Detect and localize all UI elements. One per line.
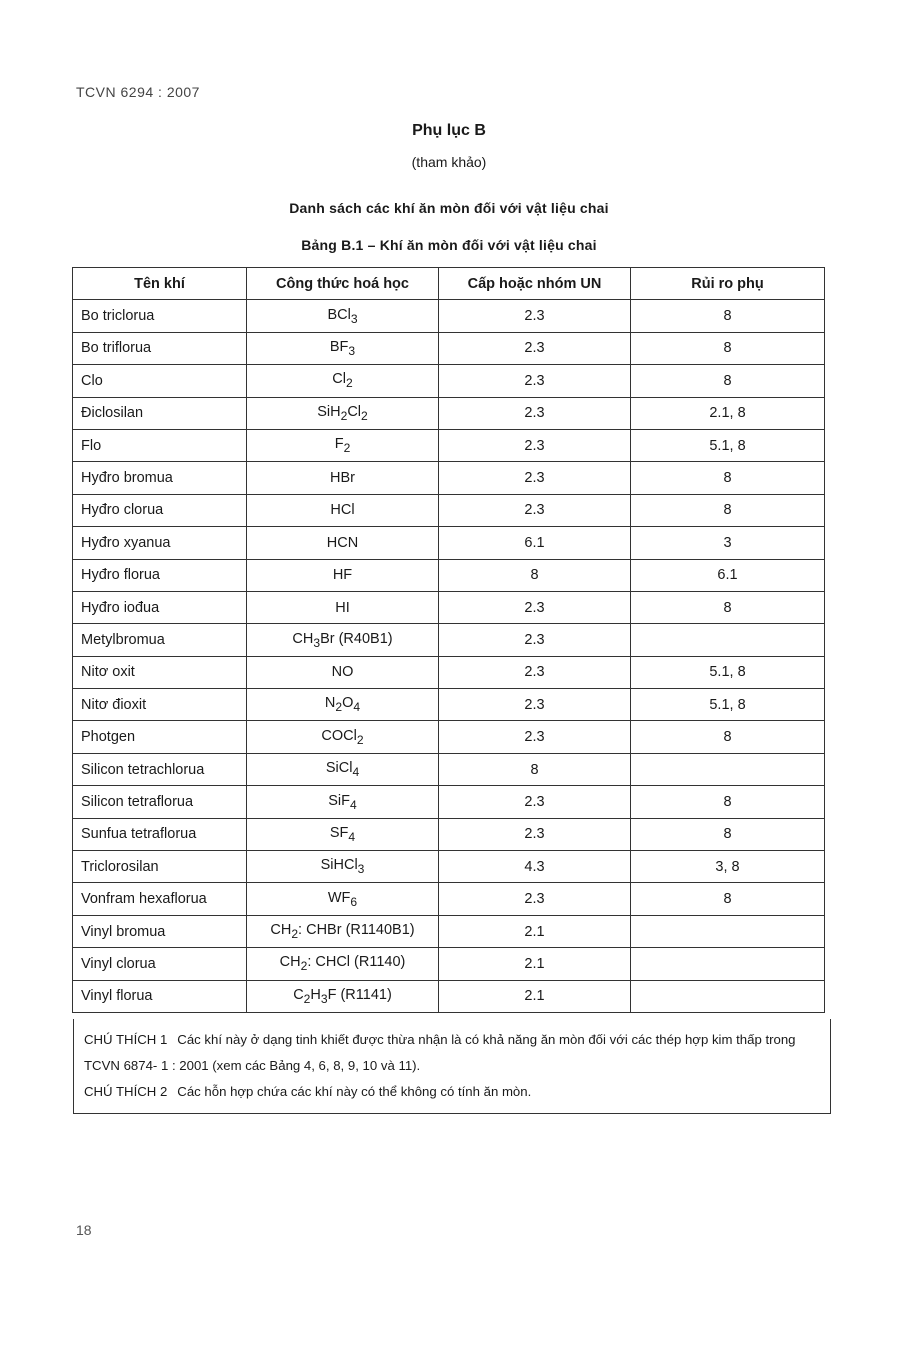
subsidiary-risk-cell: 8 — [631, 721, 825, 753]
table-row — [73, 656, 825, 688]
note-1-label: CHÚ THÍCH 1 — [84, 1032, 168, 1047]
formula-cell: SiHCl$_3$ — [247, 851, 439, 883]
table-header-row — [73, 268, 825, 300]
gas-name-cell: Nitơ oxit — [73, 656, 247, 688]
gas-name-cell: Hyđro bromua — [73, 462, 247, 494]
subsidiary-risk-cell — [631, 980, 825, 1012]
column-header-gas-name: Tên khí — [73, 268, 247, 300]
note-1-text: Các khí này ở dạng tinh khiết được thừa nhận là có khả năng ăn mòn đối với các thép hợp kim thấp trong TCVN 6874- 1 : 2001 (xem các Bảng 4, 6, 8, 9, 10 và 11). — [84, 1032, 796, 1073]
un-class-cell: 6.1 — [439, 527, 631, 559]
un-class-cell: 8 — [439, 559, 631, 591]
table-row — [73, 883, 825, 915]
un-class-cell: 2.3 — [439, 786, 631, 818]
formula-cell: HI — [247, 591, 439, 623]
page-number: 18 — [76, 1222, 92, 1238]
note-1 — [84, 1027, 822, 1079]
table-row — [73, 851, 825, 883]
table-row — [73, 365, 825, 397]
subsidiary-risk-cell — [631, 624, 825, 656]
un-class-cell: 2.1 — [439, 915, 631, 947]
table-row — [73, 462, 825, 494]
table-row — [73, 332, 825, 364]
un-class-cell: 2.1 — [439, 948, 631, 980]
note-2-text: Các hỗn hợp chứa các khí này có thể không có tính ăn mòn. — [177, 1084, 532, 1099]
subsidiary-risk-cell: 8 — [631, 332, 825, 364]
formula-cell: $WF_6$ — [247, 883, 439, 915]
subsidiary-risk-cell: 8 — [631, 786, 825, 818]
formula-cell: $N_2O_4$ — [247, 689, 439, 721]
column-header-formula: Công thức hoá học — [247, 268, 439, 300]
notes-box — [73, 1019, 831, 1114]
table-caption: Bảng B.1 – Khí ăn mòn đối với vật liệu chai — [301, 237, 597, 253]
table-row — [73, 786, 825, 818]
formula-cell: $C_2H_3F$ (R1141) — [247, 980, 439, 1012]
subsidiary-risk-cell: 5.1, 8 — [631, 429, 825, 461]
subsidiary-risk-cell: 8 — [631, 462, 825, 494]
un-class-cell: 2.3 — [439, 397, 631, 429]
table-row — [73, 980, 825, 1012]
gas-name-cell: Bo triclorua — [73, 300, 247, 332]
table-row — [73, 753, 825, 785]
table-row — [73, 527, 825, 559]
formula-cell: SiCl$_4$ — [247, 753, 439, 785]
document-code: TCVN 6294 : 2007 — [76, 84, 200, 100]
un-class-cell: 2.3 — [439, 494, 631, 526]
formula-cell: HCN — [247, 527, 439, 559]
table-row — [73, 494, 825, 526]
gas-name-cell: Vinyl clorua — [73, 948, 247, 980]
table-row — [73, 818, 825, 850]
gas-name-cell: Photgen — [73, 721, 247, 753]
formula-cell: COCl$_2$ — [247, 721, 439, 753]
formula-cell: HF — [247, 559, 439, 591]
un-class-cell: 2.3 — [439, 689, 631, 721]
gas-name-cell: Triclorosilan — [73, 851, 247, 883]
subsidiary-risk-cell: 5.1, 8 — [631, 656, 825, 688]
column-header-un-class: Cấp hoặc nhóm UN — [439, 268, 631, 300]
table-row — [73, 300, 825, 332]
gas-name-cell: Hyđro iođua — [73, 591, 247, 623]
gas-name-cell: Metylbromua — [73, 624, 247, 656]
appendix-title: Phụ lục B — [412, 122, 486, 139]
column-header-subsidiary-risk: Rủi ro phụ — [631, 268, 825, 300]
subsidiary-risk-cell: 3 — [631, 527, 825, 559]
table-row — [73, 915, 825, 947]
un-class-cell: 2.3 — [439, 429, 631, 461]
table-row — [73, 721, 825, 753]
subsidiary-risk-cell: 8 — [631, 300, 825, 332]
gas-name-cell: Vinyl bromua — [73, 915, 247, 947]
un-class-cell: 2.3 — [439, 721, 631, 753]
formula-cell: BCl$_3$ — [247, 300, 439, 332]
un-class-cell: 2.3 — [439, 462, 631, 494]
subsidiary-risk-cell: 3, 8 — [631, 851, 825, 883]
gas-name-cell: Điclosilan — [73, 397, 247, 429]
table-row — [73, 397, 825, 429]
gas-name-cell: Silicon tetraflorua — [73, 786, 247, 818]
un-class-cell: 2.3 — [439, 300, 631, 332]
formula-cell: SiF$_4$ — [247, 786, 439, 818]
gas-name-cell: Vonfram hexaflorua — [73, 883, 247, 915]
formula-cell: NO — [247, 656, 439, 688]
subsidiary-risk-cell: 8 — [631, 591, 825, 623]
gas-name-cell: Sunfua tetraflorua — [73, 818, 247, 850]
un-class-cell: 2.3 — [439, 883, 631, 915]
subsidiary-risk-cell: 8 — [631, 818, 825, 850]
formula-cell: HCl — [247, 494, 439, 526]
un-class-cell: 2.3 — [439, 624, 631, 656]
note-2-label: CHÚ THÍCH 2 — [84, 1084, 168, 1099]
gas-name-cell: Hyđro clorua — [73, 494, 247, 526]
subsidiary-risk-cell — [631, 915, 825, 947]
formula-cell: $CH_2$: CHCl (R1140) — [247, 948, 439, 980]
list-caption: Danh sách các khí ăn mòn đối với vật liệu chai — [289, 200, 609, 216]
subsidiary-risk-cell: 8 — [631, 883, 825, 915]
table-row — [73, 689, 825, 721]
un-class-cell: 2.3 — [439, 365, 631, 397]
gas-name-cell: Clo — [73, 365, 247, 397]
gas-name-cell: Nitơ đioxit — [73, 689, 247, 721]
table-row — [73, 624, 825, 656]
subsidiary-risk-cell: 8 — [631, 365, 825, 397]
un-class-cell: 2.3 — [439, 656, 631, 688]
formula-cell: $CH_2$: CHBr (R1140B1) — [247, 915, 439, 947]
formula-cell: HBr — [247, 462, 439, 494]
gas-name-cell: Hyđro xyanua — [73, 527, 247, 559]
gas-name-cell: Vinyl florua — [73, 980, 247, 1012]
table-row — [73, 429, 825, 461]
formula-cell: $SiH_2Cl_2$ — [247, 397, 439, 429]
subsidiary-risk-cell — [631, 753, 825, 785]
subsidiary-risk-cell — [631, 948, 825, 980]
subsidiary-risk-cell: 2.1, 8 — [631, 397, 825, 429]
corrosive-gas-table — [72, 267, 825, 1013]
un-class-cell: 8 — [439, 753, 631, 785]
formula-cell: $CH_3Br$ (R40B1) — [247, 624, 439, 656]
gas-name-cell: Silicon tetrachlorua — [73, 753, 247, 785]
gas-name-cell: Flo — [73, 429, 247, 461]
un-class-cell: 2.3 — [439, 591, 631, 623]
formula-cell: $BF_3$ — [247, 332, 439, 364]
un-class-cell: 2.1 — [439, 980, 631, 1012]
formula-cell: $SF_4$ — [247, 818, 439, 850]
subsidiary-risk-cell: 6.1 — [631, 559, 825, 591]
table-row — [73, 591, 825, 623]
subsidiary-risk-cell: 8 — [631, 494, 825, 526]
gas-name-cell: Hyđro florua — [73, 559, 247, 591]
table-body — [73, 300, 825, 1013]
table-row — [73, 948, 825, 980]
appendix-subtitle: (tham khảo) — [411, 154, 487, 170]
table-row — [73, 559, 825, 591]
subsidiary-risk-cell: 5.1, 8 — [631, 689, 825, 721]
un-class-cell: 2.3 — [439, 818, 631, 850]
note-2 — [84, 1079, 822, 1105]
un-class-cell: 4.3 — [439, 851, 631, 883]
formula-cell: $Cl_2$ — [247, 365, 439, 397]
formula-cell: $F_2$ — [247, 429, 439, 461]
un-class-cell: 2.3 — [439, 332, 631, 364]
gas-name-cell: Bo triflorua — [73, 332, 247, 364]
